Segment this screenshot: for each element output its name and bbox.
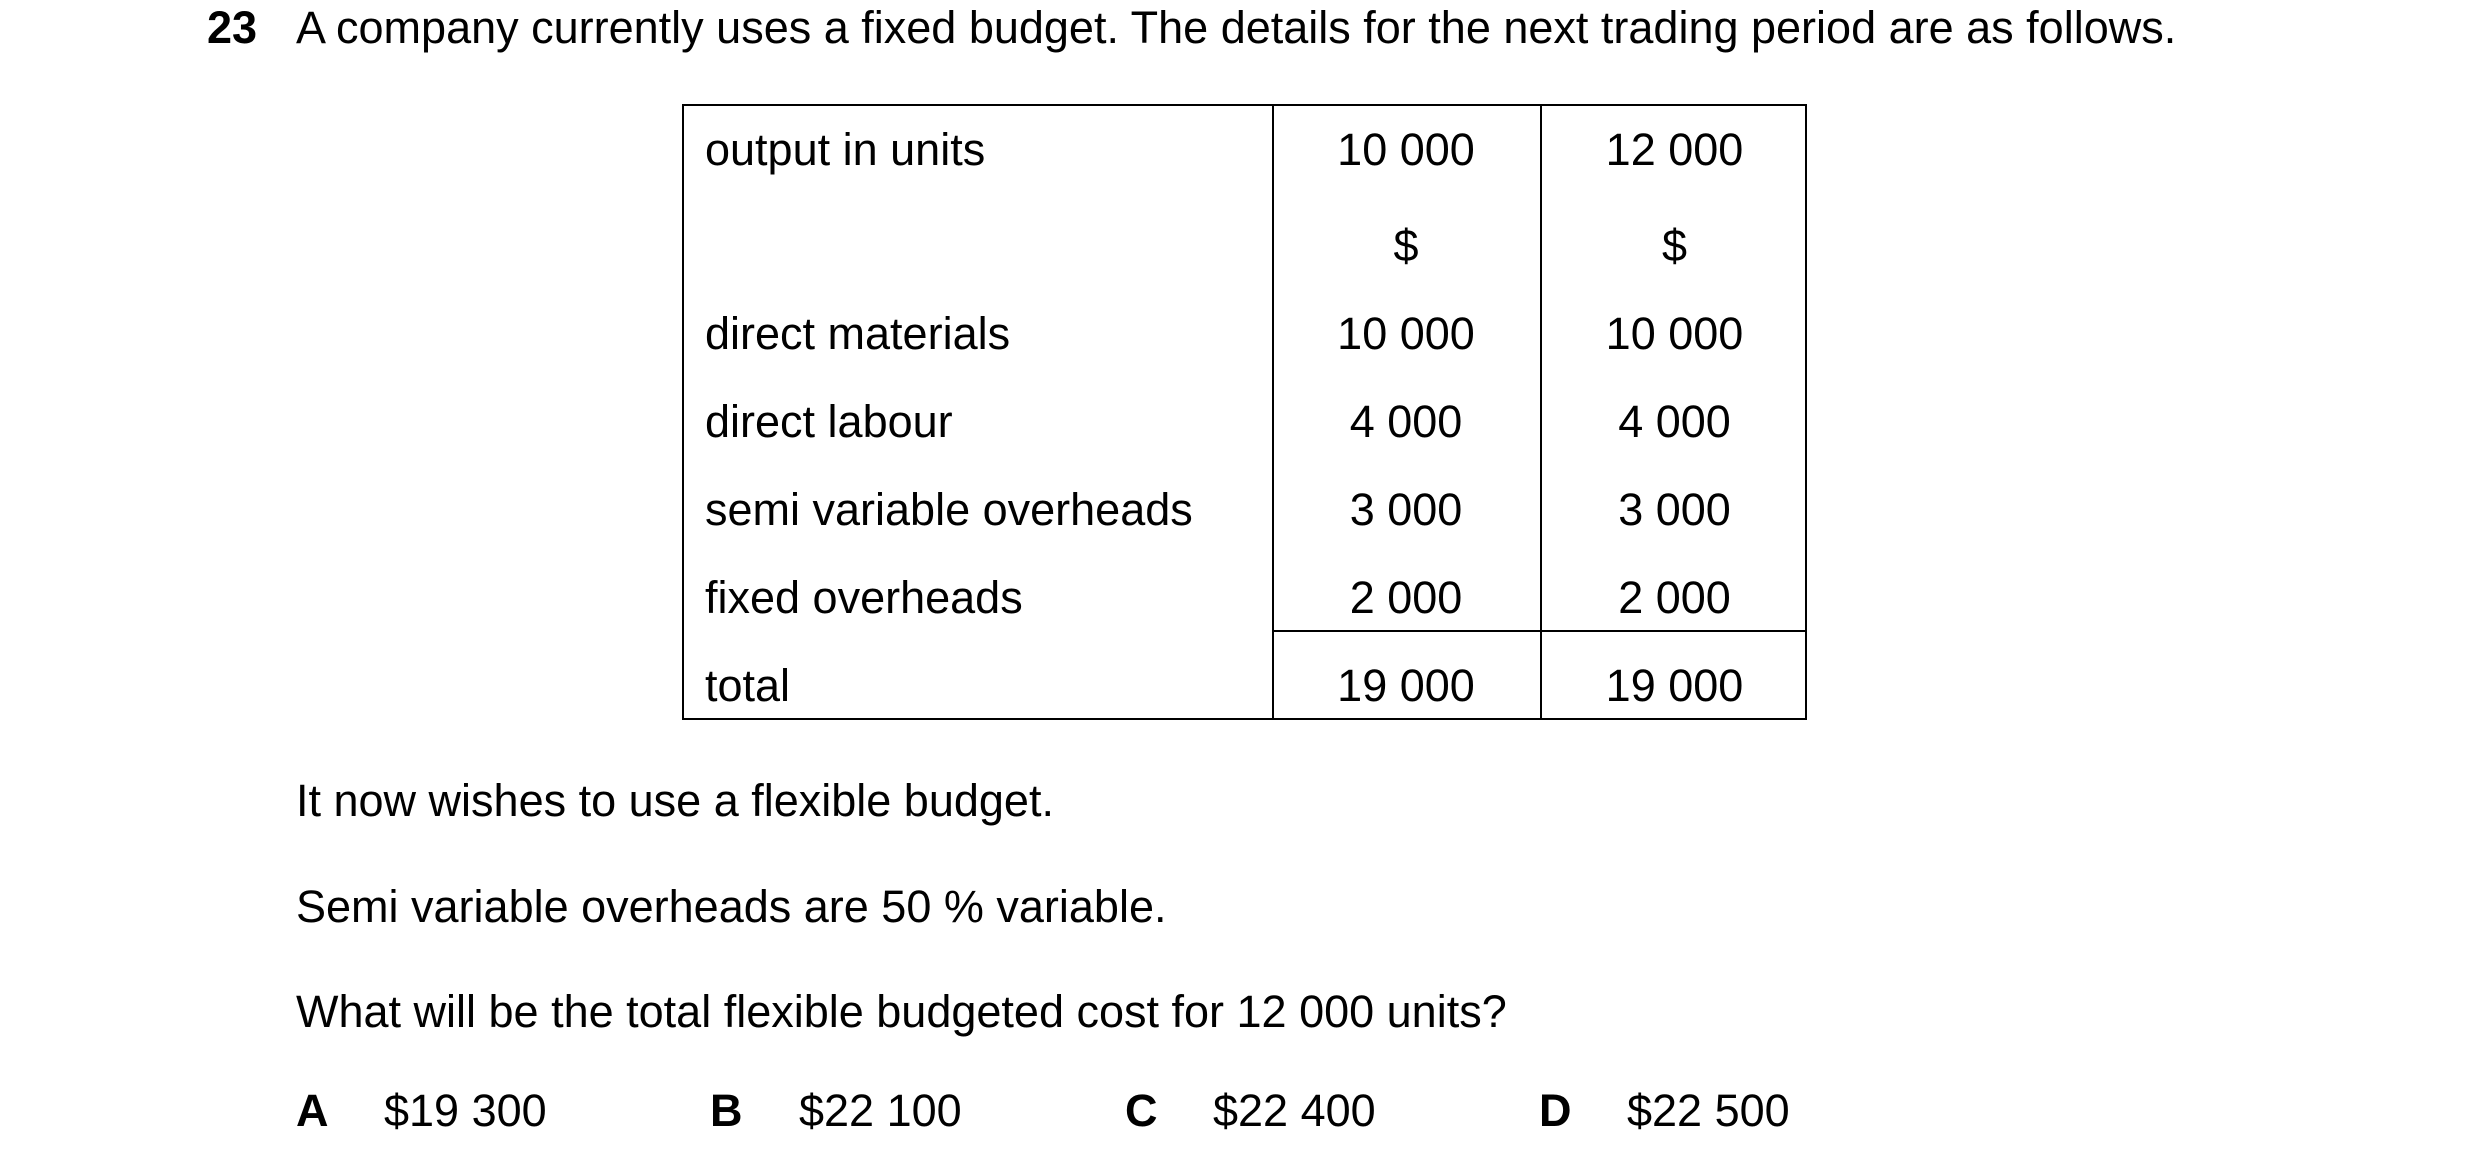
currency-col1: $ [1393, 220, 1419, 271]
question-number: 23 [207, 2, 258, 53]
row-value-col1: 4 000 [1349, 396, 1463, 447]
header-label: output in units [705, 124, 986, 175]
paragraph-semi-variable: Semi variable overheads are 50 % variable. [296, 881, 1167, 932]
row-value-col2: 4 000 [1618, 396, 1731, 447]
header-col2: 12 000 [1605, 124, 1744, 175]
total-col2: 19 000 [1605, 660, 1744, 711]
header-col1: 10 000 [1337, 124, 1475, 175]
question-text: A company currently uses a fixed budget. The details for the next trading period are as follows. [296, 2, 2177, 53]
total-col1: 19 000 [1337, 660, 1475, 711]
total-rule [1272, 630, 1805, 632]
currency-col2: $ [1661, 220, 1688, 271]
option-b-letter[interactable]: B [710, 1085, 743, 1136]
option-c-letter[interactable]: C [1125, 1085, 1158, 1136]
paragraph-question: What will be the total flexible budgeted cost for 12 000 units? [296, 986, 1507, 1037]
row-value-col2: 2 000 [1618, 572, 1731, 623]
row-value-col1: 2 000 [1349, 572, 1463, 623]
option-a-letter[interactable]: A [296, 1085, 329, 1136]
option-a-value[interactable]: $19 300 [384, 1085, 547, 1136]
paragraph-flexible-budget: It now wishes to use a flexible budget. [296, 775, 1054, 826]
option-c-value[interactable]: $22 400 [1213, 1085, 1376, 1136]
budget-table [682, 104, 1807, 720]
row-value-col2: 10 000 [1605, 308, 1744, 359]
row-value-col1: 10 000 [1337, 308, 1475, 359]
option-d-value[interactable]: $22 500 [1627, 1085, 1790, 1136]
row-value-col2: 3 000 [1618, 484, 1731, 535]
row-label-direct-materials: direct materials [705, 308, 1011, 359]
row-label-semi-variable-overheads: semi variable overheads [705, 484, 1193, 535]
total-label: total [705, 660, 791, 711]
row-value-col1: 3 000 [1349, 484, 1463, 535]
row-label-fixed-overheads: fixed overheads [705, 572, 1023, 623]
option-b-value[interactable]: $22 100 [799, 1085, 962, 1136]
row-label-direct-labour: direct labour [705, 396, 953, 447]
option-d-letter[interactable]: D [1539, 1085, 1572, 1136]
